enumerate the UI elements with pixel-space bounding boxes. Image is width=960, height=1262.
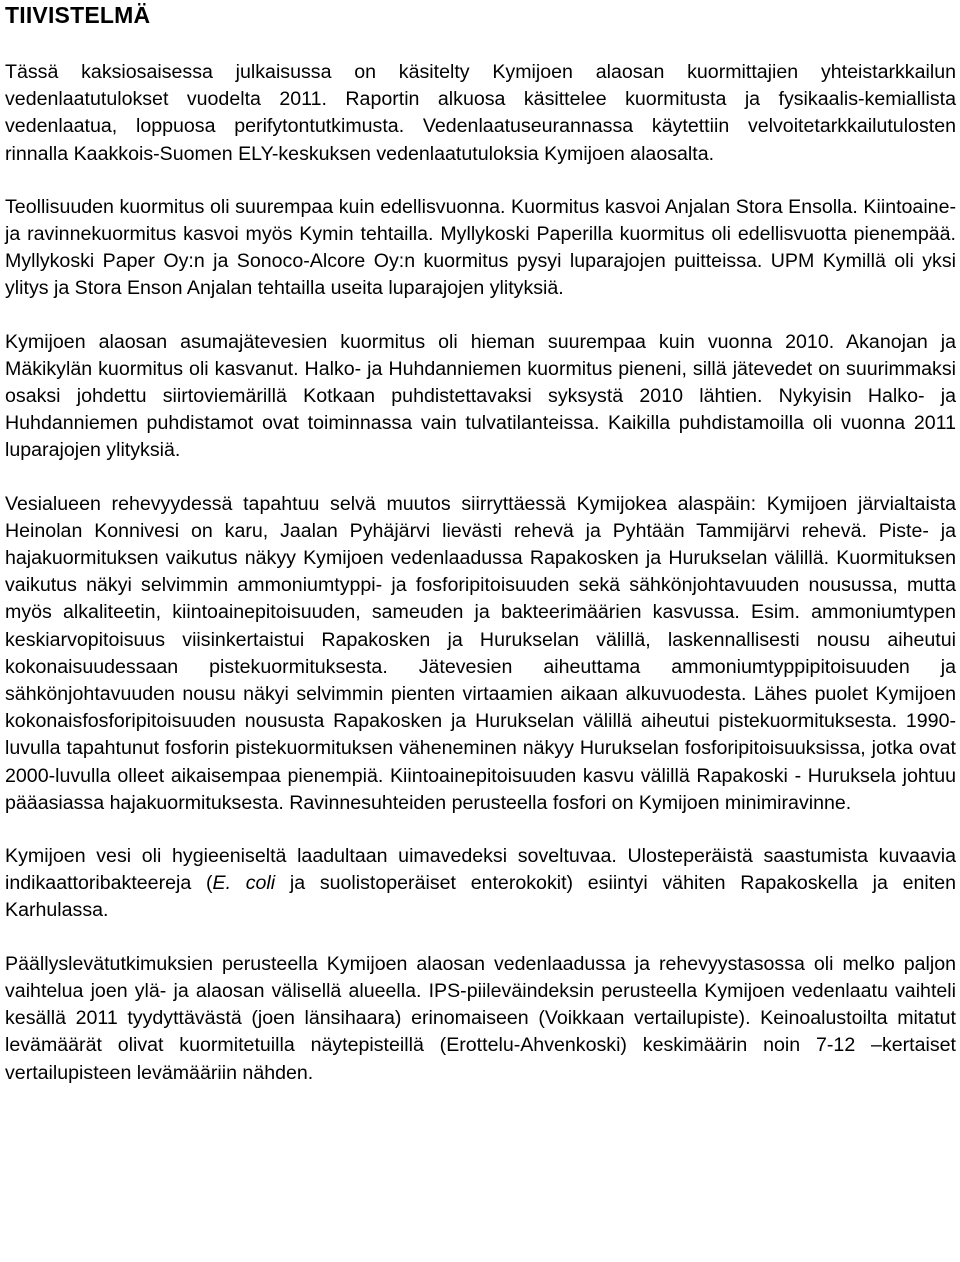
- document-title: TIIVISTELMÄ: [5, 2, 151, 28]
- paragraph-eutrophication: Vesialueen rehevyydessä tapahtuu selvä muutos siirryttäessä Kymijokea alaspäin: Kymijoen järvialtaista Heinolan Konnivesi on karu, Jaalan Pyhäjärvi lievästi rehevä ja Pyhtään Tammijärvi rehevä. Piste- ja hajakuormituksen vaikutus näkyy Kymijoen vedenlaadussa Rapakosken ja Hurukselan välillä. Kuormituksen vaikutus näkyi selvimmin ammoniumtyppi- ja fosforipitoisuuden sekä sähkönjohtavuuden nousussa, mutta myös alkaliteetin, kiintoainepitoisuuden, sameuden ja bakteerimäärien kasvussa. Esim. ammoniumtypen keskiarvopitoisuus viisinkertaistui Rapakosken ja Hurukselan välillä, laskennallisesti nousu aiheutui kokonaisuudessaan pistekuormituksesta. Jätevesien aiheuttama ammoniumtyppipitoisuuden ja sähkönjohtavuuden nousu näkyi selvimmin pienten virtaamien aikaan alkuvuodesta. Lähes puolet Kymijoen kokonaisfosforipitoisuuden noususta Rapakosken ja Hurukselan välillä aiheutui pistekuormituksesta. 1990-luvulla tapahtunut fosforin pistekuormituksen väheneminen näkyy Hurukselan fosforipitoisuuksissa, jotka ovat 2000-luvulla olleet aikaisempaa pienempiä. Kiintoainepitoisuuden kasvu välillä Rapakoski - Huruksela johtuu pääasiassa hajakuormituksesta. Ravinnesuhteiden perusteella fosfori on Kymijoen minimiravinne.: [5, 492, 956, 814]
- paragraph-hygiene-text-before: Kymijoen vesi oli hygieeniseltä laadultaan uimavedeksi soveltuvaa. Ulosteperäistä saastumista kuvaavia indikaattoribakteereja (: [5, 845, 956, 895]
- paragraph-hygiene: [5, 843, 956, 925]
- document-page: [5, 0, 956, 1087]
- paragraph-hygiene-text-after: ja suolistoperäiset enterokokit) esiintyi vähiten Rapakoskella ja eniten Karhulassa.: [5, 872, 956, 922]
- paragraph-intro: Tässä kaksiosaisessa julkaisussa on käsitelty Kymijoen alaosan kuormittajien yhteistarkkailun vedenlaatutulokset vuodelta 2011. Raportin alkuosa käsittelee kuormitusta ja fysikaalis-kemiallista vedenlaatua, loppuosa perifytontutkimusta. Vedenlaatuseurannassa käytettiin velvoitetarkkailutulosten rinnalla Kaakkois-Suomen ELY-keskuksen vedenlaatutuloksia Kymijoen alaosalta.: [5, 61, 956, 165]
- paragraph-industry-load: Teollisuuden kuormitus oli suurempaa kuin edellisvuonna. Kuormitus kasvoi Anjalan Stora Ensolla. Kiintoaine- ja ravinnekuormitus kasvoi myös Kymin tehtailla. Myllykoski Paperilla kuormitus oli edellisvuotta pienempää. Myllykoski Paper Oy:n ja Sonoco-Alcore Oy:n kuormitus pysyi luparajojen puitteissa. UPM Kymillä oli yksi ylitys ja Stora Enson Anjalan tehtailla useita luparajojen ylityksiä.: [5, 195, 956, 300]
- paragraph-municipal-wastewater: Kymijoen alaosan asumajätevesien kuormitus oli hieman suurempaa kuin vuonna 2010. Akanojan ja Mäkikylän kuormitus oli kasvanut. Halko- ja Huhdanniemen kuormitus pieneni, sillä jätevedet on suurimmaksi osaksi johdettu siirtoviemärillä Kotkaan puhdistettavaksi syksystä 2010 lähtien. Nykyisin Halko- ja Huhdanniemen puhdistamot ovat toiminnassa vain tulvatilanteissa. Kaikilla puhdistamoilla oli vuonna 2011 luparajojen ylityksiä.: [5, 330, 956, 462]
- paragraph-periphyton: Päällyslevätutkimuksien perusteella Kymijoen alaosan vedenlaadussa ja rehevyystasossa oli melko paljon vaihtelua joen ylä- ja alaosan välisellä alueella. IPS-piileväindeksin perusteella Kymijoen vedenlaatu vaihteli kesällä 2011 tyydyttävästä (joen länsihaara) erinomaiseen (Voikkaan vertailupiste). Keinoalustoilta mitatut levämäärät olivat kuormitetuilla näytepisteillä (Erottelu-Ahvenkoski) keskimäärin noin 7-12 –kertaiset vertailupisteen levämääriin nähden.: [5, 952, 956, 1084]
- paragraph-hygiene-species: E. coli: [212, 872, 276, 895]
